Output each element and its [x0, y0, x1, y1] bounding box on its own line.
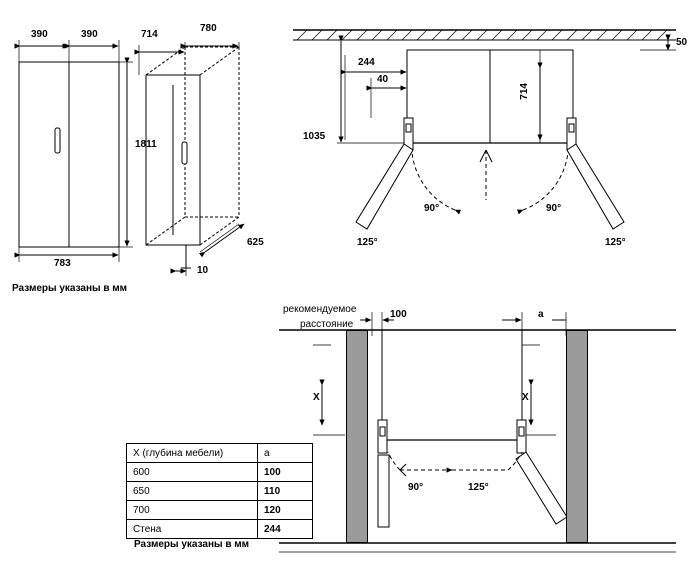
table-header-a: a	[258, 444, 313, 463]
table-cell-x: Стена	[127, 520, 258, 539]
table-cell-a: 100	[258, 463, 313, 482]
depth-table	[126, 443, 313, 539]
dim-persp-depth-top: 714	[141, 29, 158, 40]
dim-persp-width-top: 780	[200, 23, 217, 34]
angle-bottom-125: 125°	[468, 482, 489, 493]
angle-bottom-90: 90°	[408, 482, 424, 493]
dim-offset-244: 244	[358, 57, 375, 68]
dim-front-right-width: 390	[81, 29, 98, 40]
table-cell-x: 600	[127, 463, 258, 482]
table-header-x: X (глубина мебели)	[127, 444, 258, 463]
recommended-distance-line2: расстояние	[300, 319, 354, 330]
table-row	[127, 482, 313, 501]
dim-front-height: 1811	[135, 139, 157, 150]
recommended-distance-line1: рекомендуемое	[283, 304, 357, 315]
table-cell-a: 244	[258, 520, 313, 539]
note-bottom: Размеры указаны в мм	[134, 539, 250, 550]
table-row	[127, 501, 313, 520]
table-cell-x: 650	[127, 482, 258, 501]
dim-front-left-width: 390	[31, 29, 48, 40]
table-cell-x: 700	[127, 501, 258, 520]
table-cell-a: 120	[258, 501, 313, 520]
table-header-row	[127, 444, 313, 463]
note-top: Размеры указаны в мм	[12, 283, 128, 294]
wall-block-right	[566, 330, 588, 543]
dim-ceiling-gap: 50	[676, 37, 688, 48]
table-row	[127, 520, 313, 539]
angle-left-125: 125°	[357, 237, 378, 248]
table-cell-a: 110	[258, 482, 313, 501]
table-row	[127, 463, 313, 482]
dim-offset-40: 40	[377, 74, 389, 85]
dim-bottom-a: a	[538, 309, 544, 320]
dim-height-1035: 1035	[303, 131, 326, 142]
dim-bottom-100: 100	[390, 309, 407, 320]
dim-bottom-x-left: X	[313, 392, 320, 403]
dim-front-total-width: 783	[54, 258, 71, 269]
depth-table-body	[127, 444, 313, 539]
dim-height-714: 714	[519, 83, 530, 100]
dim-persp-foot: 10	[197, 265, 209, 276]
angle-left-90: 90°	[424, 203, 440, 214]
dim-bottom-x-right: X	[522, 392, 529, 403]
angle-right-90: 90°	[546, 203, 562, 214]
dim-persp-depth-bottom: 625	[247, 237, 264, 248]
angle-right-125: 125°	[605, 237, 626, 248]
wall-block-left	[346, 330, 368, 543]
